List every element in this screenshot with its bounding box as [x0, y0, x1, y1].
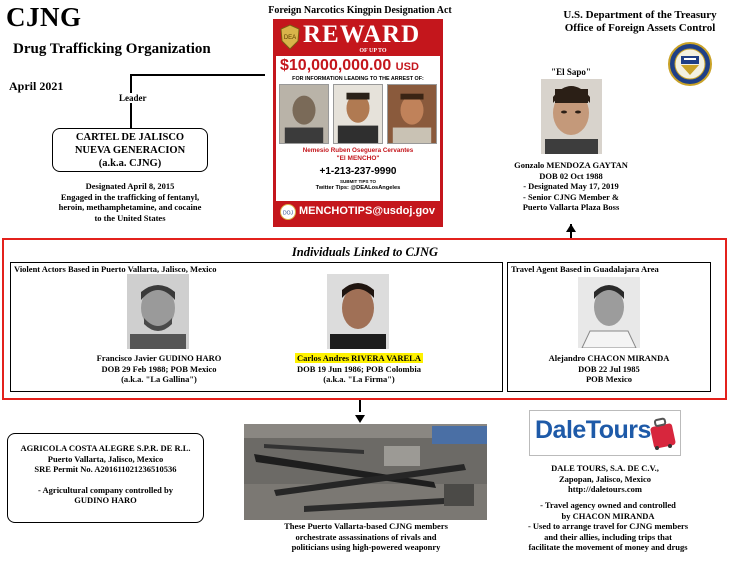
violent-actors-title: Violent Actors Based in Puerto Vallarta, Jalisco, Mexico: [14, 264, 217, 274]
chacon-photo: [578, 277, 640, 348]
weapons-caption-line-2: orchestrate assassinations of rivals and: [295, 531, 437, 542]
poster-twitter: Twitter Tips: @DEALosAngeles: [315, 185, 401, 191]
poster-amount: $10,000,000.00: [280, 57, 392, 74]
sapo-dob: DOB 02 Oct 1988: [539, 170, 603, 181]
chacon-name: Alejandro CHACON MIRANDA: [548, 353, 670, 363]
svg-text:DOJ: DOJ: [283, 210, 293, 217]
cartel-box: [52, 128, 208, 172]
cartel-desc-line-2: heroin, methamphetamine, and cocaine: [58, 202, 202, 212]
reward-poster: [273, 19, 443, 227]
chacon-dob: DOB 22 Jul 1985: [578, 363, 640, 374]
sapo-role-line-2: Puerto Vallarta Plaza Boss: [522, 202, 620, 212]
daletours-logo: [529, 410, 681, 456]
weapons-caption: [236, 521, 496, 553]
agricola-location: Puerto Vallarta, Jalisco, Mexico: [47, 453, 164, 464]
rivera-name: Carlos Andres RIVERA VARELA: [297, 353, 421, 363]
poster-email: MENCHOTIPS@usdoj.gov: [299, 205, 436, 217]
poster-submit: SUBMIT TIPS TO: [340, 179, 376, 184]
svg-text:DEA: DEA: [283, 35, 297, 41]
treasury-label: [545, 9, 731, 35]
daletours-location: Zapopan, Jalisco, Mexico: [558, 473, 652, 484]
dea-badge-icon: [279, 24, 301, 50]
daletours-desc-line-5: facilitate the movement of money and drugs: [528, 542, 688, 552]
mencho-photo-1: [279, 84, 329, 144]
chacon-details: [520, 353, 698, 385]
leader-connector-horizontal: [130, 74, 265, 76]
sapo-photo: [541, 79, 602, 154]
leader-label: Leader: [119, 93, 147, 103]
rivera-details: [265, 353, 453, 385]
designation-act-label: Foreign Narcotics Kingpin Designation Act: [268, 5, 452, 16]
poster-body: [276, 56, 440, 224]
page-title: CJNG: [6, 2, 82, 32]
cartel-desc-line-3: to the United States: [94, 212, 166, 223]
agricola-name: AGRICOLA COSTA ALEGRE S.P.R. DE R.L.: [20, 443, 191, 453]
daletours-url: http://daletours.com: [568, 484, 642, 494]
linked-title: Individuals Linked to CJNG: [291, 245, 439, 259]
cartel-designated: Designated April 8, 2015: [85, 181, 175, 191]
agricola-permit: SRE Permit No. A201611021236510536: [34, 464, 177, 474]
agricola-desc-line-2: GUDINO HARO: [74, 495, 137, 505]
daletours-desc-line-4: and their allies, including trips that: [544, 531, 672, 542]
weapons-caption-line-3: politicians using high-powered weaponry: [291, 542, 441, 552]
sapo-name: Gonzalo MENDOZA GAYTAN: [514, 160, 628, 170]
daletours-logo-text: DaleTours: [535, 416, 651, 444]
daletours-desc-line-2: by CHACON MIRANDA: [561, 510, 655, 521]
sapo-arrow-head-icon: [566, 219, 576, 227]
treasury-seal-icon: [668, 42, 712, 86]
travel-agent-title: Travel Agent Based in Guadalajara Area: [511, 264, 659, 274]
gudino-dob: DOB 29 Feb 1988; POB Mexico: [101, 363, 217, 374]
weapons-photo: [244, 424, 487, 520]
sapo-details: [497, 160, 645, 213]
poster-amount-row: [280, 57, 440, 75]
treasury-line-2: Office of Foreign Assets Control: [564, 22, 716, 34]
weapons-arrow-head-icon: [355, 410, 365, 418]
daletours-details: [515, 463, 695, 495]
poster-info: FOR INFORMATION LEADING TO THE ARREST OF:: [292, 76, 424, 82]
poster-email-bar: [276, 201, 440, 224]
rivera-aka: (a.k.a. "La Firma"): [323, 374, 395, 384]
poster-reward-heading: REWARD: [303, 21, 421, 48]
doj-seal-icon: [280, 204, 296, 220]
gudino-photo: [127, 274, 189, 349]
cartel-aka: (a.k.a. CJNG): [98, 158, 162, 169]
mencho-photo-2: [333, 84, 383, 144]
page-subtitle: Drug Trafficking Organization: [13, 41, 211, 57]
sapo-nickname: "El Sapo": [551, 67, 591, 77]
poster-target-nick: "El MENCHO": [336, 155, 380, 162]
poster-target-name: Nemesio Ruben Oseguera Cervantes: [302, 147, 414, 154]
cartel-name-line-2: NUEVA GENERACION: [74, 145, 186, 156]
daletours-desc-line-3: - Used to arrange travel for CJNG members: [527, 521, 689, 531]
sapo-designated: - Designated May 17, 2019: [523, 181, 619, 191]
gudino-details: [70, 353, 248, 385]
poster-phone: +1-213-237-9990: [319, 166, 397, 177]
luggage-icon: [648, 417, 678, 451]
gudino-name: Francisco Javier GUDINO HARO: [96, 353, 222, 363]
sapo-role-line-1: - Senior CJNG Member &: [522, 191, 619, 202]
mencho-photo-3: [387, 84, 437, 144]
cartel-name-line-1: CARTEL DE JALISCO: [75, 132, 185, 143]
chacon-pob: POB Mexico: [585, 374, 633, 384]
report-date: April 2021: [9, 79, 64, 93]
daletours-description: [492, 500, 724, 553]
rivera-photo: [327, 274, 389, 349]
daletours-desc-line-1: - Travel agency owned and controlled: [540, 500, 676, 510]
cartel-desc-line-1: Engaged in the trafficking of fentanyl,: [60, 191, 200, 202]
poster-currency: USD: [395, 61, 419, 73]
agricola-desc-line-1: - Agricultural company controlled by: [38, 484, 173, 495]
treasury-line-1: U.S. Department of the Treasury: [563, 9, 717, 21]
rivera-dob: DOB 19 Jun 1986; POB Colombia: [297, 363, 421, 374]
weapons-caption-line-1: These Puerto Vallarta-based CJNG members: [284, 521, 448, 531]
poster-up-to: OF UP TO: [359, 48, 387, 54]
agricola-box: [7, 433, 204, 523]
daletours-name: DALE TOURS, S.A. DE C.V.,: [551, 463, 659, 473]
gudino-aka: (a.k.a. "La Gallina"): [121, 374, 197, 384]
cartel-details: [22, 181, 238, 223]
